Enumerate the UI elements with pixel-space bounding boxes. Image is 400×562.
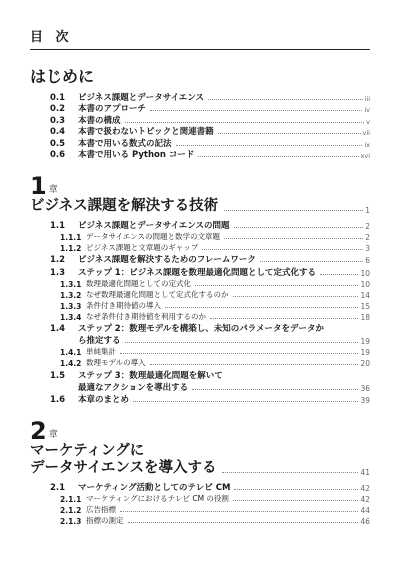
leader-dots	[233, 296, 359, 297]
entry-page: 3	[365, 243, 370, 253]
entry-number: 1.2	[50, 255, 66, 265]
toc-entry-1-3-1[interactable]	[30, 278, 370, 289]
toc-entry-2-1-2[interactable]	[30, 504, 370, 515]
leader-dots	[125, 342, 359, 343]
entry-number: 0.5	[50, 138, 66, 149]
leader-dots	[120, 353, 358, 354]
toc-entry-1-6[interactable]	[30, 393, 370, 406]
entry-number: 2.1.3	[60, 516, 82, 526]
entry-text: 本書のアプローチ	[78, 104, 147, 114]
entry-page: iv	[364, 106, 370, 114]
leader-dots	[202, 249, 363, 250]
entry-text: 本書で扱わないトピックと関連書籍	[78, 127, 214, 137]
toc-entry-2-1-1[interactable]	[30, 493, 370, 504]
entry-text: 本章のまとめ	[78, 395, 130, 405]
toc-entry-1-3-4[interactable]	[30, 311, 370, 322]
entry-number: 1.3.4	[60, 312, 82, 322]
entry-number: 2.1	[50, 482, 66, 493]
entry-text: データサイエンスの問題と数学の文章題	[86, 231, 220, 241]
toc-entry-1-1-1[interactable]	[30, 231, 370, 242]
entry-page: 42	[360, 483, 370, 493]
leader-dots	[150, 364, 359, 365]
chapter-page: 1	[365, 206, 370, 215]
entry-text: 単純集計	[86, 347, 116, 356]
entry-text: ステップ 2：数理モデルを構築し、未知のパラメータをデータか	[78, 324, 325, 334]
entry-text: 本書で用いる数式の記法	[78, 138, 172, 149]
leader-dots	[176, 145, 363, 146]
leader-dots	[198, 156, 358, 157]
toc-entry-1-3[interactable]	[30, 265, 370, 278]
entry-page: 6	[365, 256, 370, 265]
leader-dots	[210, 318, 358, 319]
toc-entry-1-3-2[interactable]	[30, 289, 370, 300]
entry-text: 条件付き期待値の導入	[86, 300, 161, 310]
toc-entry-1-2[interactable]	[30, 253, 370, 266]
entry-number: 2.1.2	[60, 505, 82, 515]
chapter-page: 41	[360, 468, 370, 477]
entry-page: 10	[360, 279, 370, 289]
toc-entry-1-4[interactable]	[30, 322, 370, 347]
toc-entry-1-4-2[interactable]	[30, 357, 370, 368]
entry-text: マーケティングにおけるテレビ CM の役割	[86, 493, 229, 503]
entry-text: 数理最適化問題としての定式化	[86, 278, 191, 288]
entry-page: xvi	[360, 152, 370, 160]
entry-number: 2.1.1	[60, 494, 82, 504]
entry-page: 15	[360, 301, 370, 311]
entry-number: 1.5	[50, 370, 66, 381]
entry-text: なぜ条件付き期待値を利用するのか	[86, 311, 206, 321]
entry-number: 1.3.1	[60, 279, 82, 289]
entry-number: 0.4	[50, 127, 66, 137]
leader-dots	[208, 99, 363, 100]
chapter-2-title-row[interactable]	[30, 460, 370, 477]
leader-dots	[224, 238, 363, 239]
leader-dots	[224, 210, 363, 211]
entry-page: 10	[360, 268, 370, 278]
entry-text: 数理モデルの導入	[86, 358, 146, 367]
entry-page: 19	[360, 348, 370, 357]
entry-number: 0.3	[50, 115, 66, 126]
leader-dots	[233, 500, 359, 501]
chapter-2-title-line1: マーケティングに	[30, 443, 145, 459]
entry-page: 2	[365, 232, 370, 242]
entry-number: 1.4.1	[60, 348, 82, 357]
chapter-digit: 1	[30, 172, 47, 200]
entry-number: 1.3.2	[60, 290, 82, 300]
entry-number: 0.1	[50, 92, 66, 103]
entry-page: 18	[360, 312, 370, 322]
toc-entry-1-1-2[interactable]	[30, 242, 370, 253]
toc-entry-2-1-3[interactable]	[30, 515, 370, 526]
leader-dots	[120, 511, 358, 512]
chapter-2-title-line2: データサイエンスを導入する	[30, 460, 217, 476]
entry-page: 14	[360, 290, 370, 300]
entry-number: 0.6	[50, 150, 66, 160]
leader-dots	[218, 133, 361, 134]
entry-page: 46	[360, 516, 370, 526]
entry-text: ビジネス課題と文章題のギャップ	[86, 242, 199, 252]
toc-entry-1-5[interactable]	[30, 368, 370, 393]
entry-number: 1.3	[50, 267, 66, 278]
entry-number: 1.4.2	[60, 359, 82, 368]
chapter-1-number	[30, 172, 370, 198]
toc-entry-0-3[interactable]	[30, 114, 370, 126]
entry-number: 1.1.1	[60, 232, 82, 242]
entry-number: 1.1.2	[60, 243, 82, 253]
leader-dots	[192, 389, 358, 390]
entry-page: 44	[360, 505, 370, 515]
chapter-1-title-row[interactable]	[30, 198, 370, 215]
entry-text: 広告指標	[86, 504, 116, 514]
leader-dots	[150, 110, 362, 111]
entry-text: ビジネス課題とデータサイエンス	[78, 92, 205, 103]
leader-dots	[234, 227, 364, 228]
entry-text: 本書の構成	[78, 115, 121, 126]
entry-number: 1.3.3	[60, 301, 82, 311]
chapter-2-number	[30, 417, 370, 443]
toc-header	[30, 24, 370, 45]
entry-page: 2	[365, 221, 370, 231]
entry-number: 0.2	[50, 104, 66, 114]
toc-title: 目 次	[30, 30, 73, 45]
toc-entry-1-3-3[interactable]	[30, 300, 370, 311]
leader-dots	[260, 261, 363, 262]
toc-entry-0-4[interactable]	[30, 126, 370, 138]
toc-rule	[30, 49, 370, 50]
toc-entry-0-5[interactable]	[30, 137, 370, 149]
entry-text: マーケティング活動としてのテレビ CM	[78, 482, 231, 493]
toc-entry-0-6[interactable]	[30, 149, 370, 161]
entry-text: 指標の測定	[86, 515, 124, 525]
toc-entry-0-1[interactable]	[30, 91, 370, 103]
leader-dots	[320, 274, 359, 275]
entry-page: ix	[364, 140, 370, 149]
leader-dots	[125, 122, 365, 123]
chapter-digit: 2	[30, 417, 47, 445]
leader-dots	[133, 401, 358, 402]
entry-page: 20	[360, 359, 370, 368]
entry-page: 19	[360, 337, 370, 346]
entry-page: v	[366, 117, 370, 126]
entry-text: ステップ 3：数理最適化問題を解いて	[78, 370, 223, 381]
leader-dots	[165, 307, 358, 308]
entry-text-continued: ら推定する	[78, 336, 121, 346]
toc-entry-1-1[interactable]	[30, 218, 370, 231]
toc-entry-1-4-1[interactable]	[30, 346, 370, 357]
entry-text: ステップ 1：ビジネス課題を数理最適化問題として定式化する	[78, 267, 316, 278]
leader-dots	[234, 489, 358, 490]
entry-number: 1.4	[50, 324, 66, 334]
chapter-label: 章	[48, 430, 58, 440]
entry-page: 39	[360, 396, 370, 405]
toc-entry-2-1[interactable]	[30, 480, 370, 493]
entry-text-continued: 最適なアクションを導出する	[78, 382, 189, 393]
entry-number: 1.6	[50, 395, 66, 405]
intro-title: はじめに	[30, 67, 95, 86]
chapter-1-title: ビジネス課題を解決する技術	[30, 198, 219, 214]
entry-page: 36	[360, 383, 370, 393]
toc-entry-0-2[interactable]	[30, 103, 370, 115]
leader-dots	[222, 472, 358, 473]
entry-text: ビジネス課題とデータサイエンスの問題	[78, 220, 230, 231]
entry-text: なぜ数理最適化問題として定式化するのか	[86, 289, 229, 299]
entry-page: 42	[360, 494, 370, 504]
entry-page: iii	[364, 94, 370, 103]
entry-number: 1.1	[50, 220, 66, 231]
entry-text: ビジネス課題を解決するためのフレームワーク	[78, 255, 256, 265]
leader-dots	[195, 285, 358, 286]
chapter-label: 章	[48, 185, 58, 195]
entry-page: vii	[362, 129, 370, 137]
leader-dots	[128, 522, 359, 523]
entry-text: 本書で用いる Python コード	[78, 150, 195, 160]
